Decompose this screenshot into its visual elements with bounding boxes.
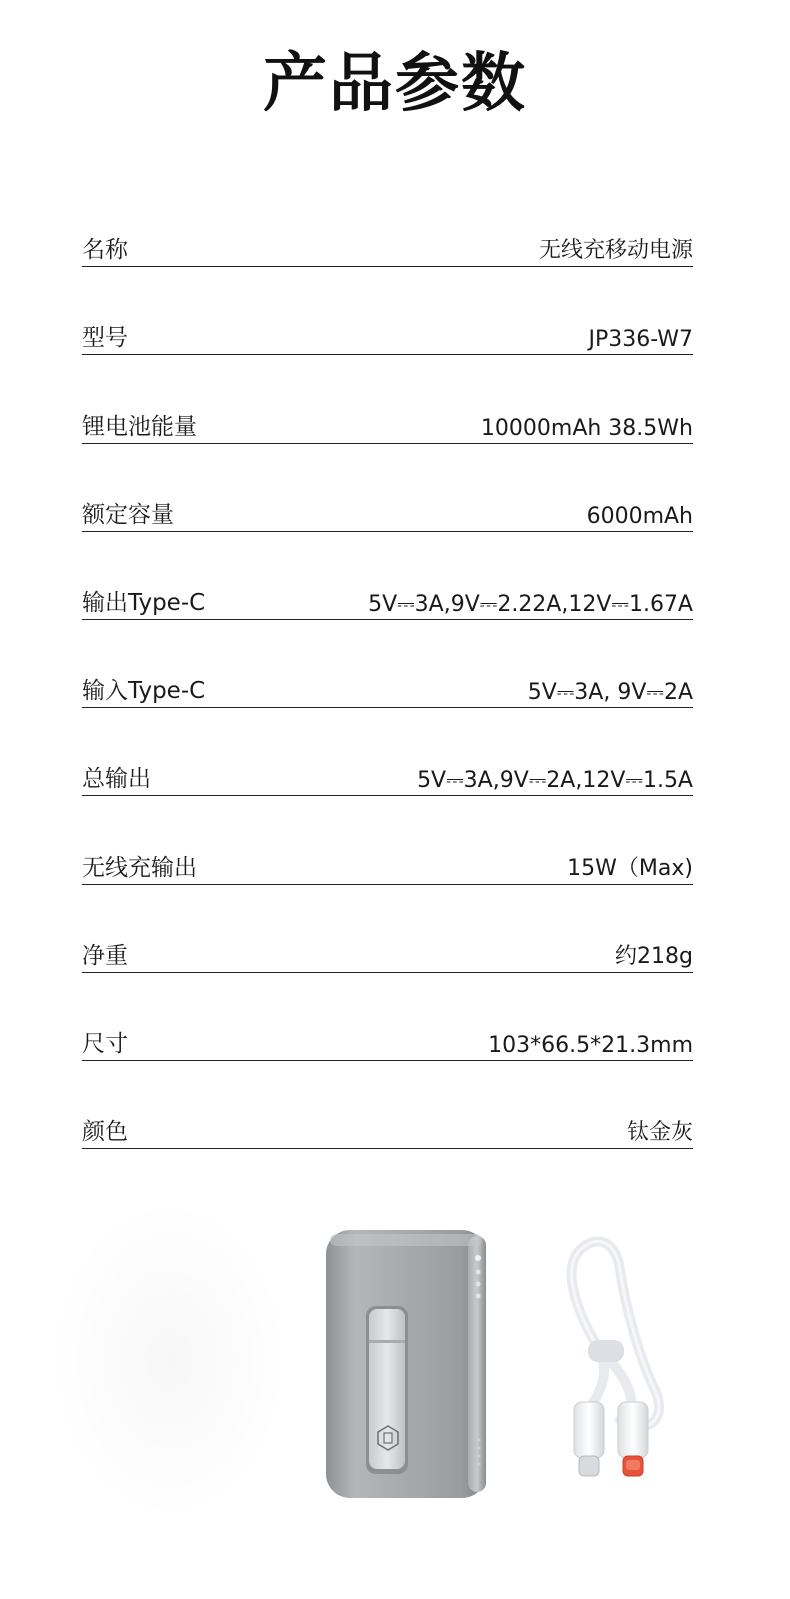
- spec-label: 无线充输出: [82, 855, 197, 881]
- spec-row-color: [82, 1109, 693, 1149]
- product-image: [0, 1200, 790, 1530]
- power-bank-side: [468, 1236, 486, 1492]
- spec-value: 约218g: [615, 944, 693, 969]
- power-bank-highlight: [330, 1234, 482, 1246]
- spec-value: 无线充移动电源: [538, 238, 693, 263]
- spec-label: 净重: [82, 943, 128, 969]
- spec-row-input-typec: [82, 668, 693, 708]
- spec-row-output-typec: [82, 580, 693, 620]
- stand: [369, 1309, 405, 1469]
- indicator-dot: [476, 1294, 481, 1299]
- spec-label: 总输出: [82, 766, 151, 792]
- usb-c-plug: [574, 1402, 604, 1458]
- spec-value: 103*66.5*21.3mm: [488, 1033, 693, 1058]
- cable-tie: [588, 1340, 624, 1362]
- indicator-dot: [476, 1270, 481, 1275]
- spec-label: 额定容量: [82, 502, 174, 528]
- spec-label: 锂电池能量: [82, 414, 197, 440]
- spec-label: 输入Type-C: [82, 678, 206, 704]
- spec-row-battery-energy: [82, 404, 693, 444]
- spec-value: 5V⎓3A,9V⎓2.22A,12V⎓1.67A: [368, 592, 693, 617]
- spec-row-wireless-output: [82, 845, 693, 885]
- spec-value: JP336-W7: [588, 327, 693, 352]
- spec-label: 颜色: [82, 1119, 128, 1145]
- spec-row-dimensions: [82, 1021, 693, 1061]
- spec-row-total-output: [82, 756, 693, 796]
- spec-label: 输出Type-C: [82, 590, 206, 616]
- spec-value: 5V⎓3A,9V⎓2A,12V⎓1.5A: [417, 768, 693, 793]
- power-bank: [326, 1230, 486, 1498]
- spec-value: 10000mAh 38.5Wh: [480, 416, 693, 441]
- spec-value: 钛金灰: [626, 1120, 693, 1145]
- spec-value: 6000mAh: [586, 504, 693, 529]
- spec-row-name: [82, 227, 693, 267]
- spec-row-model: [82, 315, 693, 355]
- led-dot: [478, 1463, 481, 1466]
- cable-loop: [572, 1241, 659, 1426]
- led-dot: [478, 1455, 481, 1458]
- spec-value: 5V⎓3A, 9V⎓2A: [527, 680, 693, 705]
- page-title: 产品参数: [263, 47, 527, 121]
- usb-c-connector: [579, 1456, 599, 1476]
- usb-c-plug: [618, 1402, 648, 1458]
- spec-label: 型号: [82, 325, 128, 351]
- spec-value: 15W（Max): [567, 856, 693, 881]
- led-dot: [478, 1439, 481, 1442]
- spec-label: 名称: [82, 237, 128, 263]
- usb-c-cable: [572, 1241, 659, 1476]
- product-illustration: [0, 1200, 790, 1530]
- indicator-dot: [475, 1255, 481, 1261]
- led-dot: [478, 1447, 481, 1450]
- stand-hinge: [369, 1340, 405, 1343]
- indicator-dot: [476, 1282, 481, 1287]
- spec-row-rated-capacity: [82, 492, 693, 532]
- spec-label: 尺寸: [82, 1031, 128, 1057]
- spec-row-net-weight: [82, 933, 693, 973]
